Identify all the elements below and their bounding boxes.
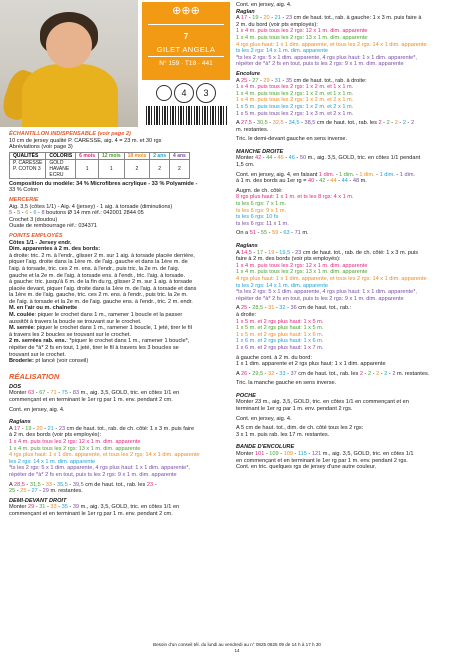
text-line: 1,5 cm. (236, 162, 255, 169)
text-line: 1 x 1 dim. apparente et 2 rgs plus haut: 1 x 1 dim. apparente (236, 361, 386, 368)
table-cell: GOLD HAVANE ECRU (46, 159, 76, 178)
text-line: ts les 6 rgs: 7 x 1 m. (236, 201, 287, 208)
text-line: Cont. en tric. quelques rgs de jersey d'une autre couleur. (236, 464, 377, 471)
table-header: 4 ans (170, 152, 190, 159)
text-line: 1 x 5 m. puis tous les 2 rgs: 1 x 3 m. et 2 x 1 m. (236, 110, 354, 117)
text-line: à droite: (236, 311, 257, 318)
text-line: Cont. en jersey, aig. 4, en faisant 1 dim. - 1 dim. - 1 dim. - 1 dim. - 1 dim. (236, 171, 416, 178)
text-line: 1 x 5 m. et 2 rgs plus haut: 1 x 6 m. (236, 331, 324, 338)
text-line: Monter 29 - 31 - 33 - 35 - 39 m., aig. 3,5, GOLD, tric. en côtes 1/1 en (9, 504, 180, 511)
text-line: 4 rgs plus haut: 1 x 1 dim. apparente, et tous les 2 rgs: 14 x 1 dim. apparente (9, 452, 200, 459)
text-line: à gauche cont. à 2 m. du bord: (236, 354, 312, 361)
text-line: A 28,5 - 31,5 - 33 - 35,5 - 39,5 cm de haut. tot., rab. les 23 - (9, 481, 157, 488)
text-line: Raglans (9, 419, 31, 426)
table-cell: 2 (124, 159, 150, 178)
text-line: Cont. en jersey, aig. 4. (9, 406, 65, 413)
text-line: 4 rgs plus haut: 1 x 1 dim. apparente, et tous les 2 rgs: 14 x 1 dim. apparente (236, 275, 427, 282)
text-line: 1 x 4 m. puis tous les 2 rgs: 12 x 1 m. dim. apparente (9, 438, 141, 445)
text-line: faire à 2 m. des bords (voir pts employés): (236, 256, 341, 263)
needle-size-a: 4 (174, 83, 194, 103)
text-line: 2 m. du bord (voir pts employés): (236, 21, 318, 28)
text-line: commençant et en terminant le 1er rg par 1 m. env. pendant 2 cm. (9, 397, 173, 403)
table-header: 2 ans (150, 152, 170, 159)
text-line: Cont. en jersey, aig. 4. (236, 415, 292, 422)
text-line: ÉCHANTILLON INDISPENSABLE (voir page 2) (9, 131, 131, 137)
text-line: commençant et en terminant le 1er rg par 1 m. env. pendant 2 cm. (9, 510, 173, 517)
text-line: Aig. 3,5 (côtes 1/1) - Aig. 4 (jersey) - 1 aig. à torsade (diminutions) (9, 203, 173, 210)
text-line: ts les 6 rgs: 9 x 1 m. (236, 207, 287, 214)
text-line: DEMI-DEVANT DROIT (9, 497, 67, 504)
text-line: la 1ère m. de l'aig. gauche, tric. ces 2 m. ens. à l'endr., puis tric. la 2e m. (9, 292, 188, 299)
text-line: Encolure (236, 70, 260, 77)
text-line: Raglan (236, 8, 255, 15)
model-photo (0, 0, 138, 127)
text-line: Augm. de ch. côté: (236, 187, 283, 194)
text-line: ts les 6 rgs: 10 fs (236, 214, 279, 221)
needle-size-b: 3 (196, 83, 216, 103)
text-line: répéter de *à* 2 fs en tout, puis ts les 2 rgs: 9 x 1 m. dim. apparente (9, 471, 177, 478)
text-line: M. coulée: piquer le crochet dans 1 m., ramener 1 boucle et la passer (9, 312, 183, 319)
needle-icon (156, 85, 172, 101)
pattern-card (142, 2, 230, 80)
text-line: MERCERIE (9, 196, 39, 203)
text-line: POCHE (236, 392, 256, 399)
text-line: Composition du modèle: 34 % Microfibres acrylique - 33 % Polyamide - (9, 180, 198, 187)
text-line: Broderie: pt lancé (voir conseil) (9, 358, 89, 365)
pattern-reference: N° 159 · T18 · 441 (159, 60, 213, 67)
text-line: A 17 - 19 - 20 - 21 - 23 cm de haut. tot., rab. à gauche: 1 x 3 m. puis faire à (236, 15, 422, 22)
text-line: 2 m. serrées rab. ens.: *piquer le crochet dans 1 m., ramener 1 boucle*, (9, 338, 190, 345)
text-line: Monter 101 - 109 - 109 - 115 - 121 m., aig. 3,5, GOLD, tric. en côtes 1/1 (236, 451, 414, 458)
text-line: 25 - 25 - 27 - 29 m. restantes. (9, 488, 83, 495)
text-line: terminant le 1er rg par 1 m. env. pendant 2 rgs. (236, 406, 353, 413)
table-header: 12 mois (99, 152, 125, 159)
text-line: A 27,5 - 30,5 - 32,5 - 34,5 - 38,5 cm de haut. tot., rab. les 2 - 2 - 2 - 2 - 2 (236, 120, 415, 127)
text-line: RÉALISATION (9, 371, 60, 381)
text-line: Abréviations (voir page 3) (9, 144, 73, 151)
text-line: m. restantes. (236, 126, 269, 133)
table-header: 18 mois (124, 152, 150, 159)
left-column (9, 131, 231, 518)
table-cell: 1 (76, 159, 99, 178)
text-line: les 2 rgs: 14 x 1 m. dim. apparente (9, 458, 96, 465)
text-line: 1 x 4 m. puis tous les 2 rgs: 13 x 1 m. dim. apparente (236, 269, 368, 276)
table-cell: 1 (99, 159, 125, 178)
text-line: Cont. en jersey, aig. 4. (236, 2, 292, 8)
text-line: 5 - 5 - 6 - 6 - 8 boutons Ø 14 mm réf.: 042001 2844 05 (9, 210, 144, 217)
text-line: M. serrée: piquer le crochet dans 1 m., ramener 1 boucle, 1 jeté, tirer le fil (9, 325, 192, 332)
text-line: MANCHE DROITE (236, 148, 284, 155)
text-line: trouvant sur le crochet. (9, 351, 66, 358)
text-line: ts les 2 rgs: 14 x 1 m. dim. apparente (236, 282, 329, 289)
table-header: QUALITÉS (10, 152, 46, 159)
text-line: Dim. apparentes à 2 m. des bords: (9, 246, 101, 253)
help-line: Besoin d'un conseil tél. du lundi au vendredi au n° 0825 0825 09 de 14 h à 17 h 30 (153, 642, 321, 647)
barcode (146, 106, 228, 125)
text-line: A 26 - 29,5 - 32 - 33 - 37 cm de haut. tot., rab. les 2 - 2 - 2 - 2 - 2 m. restantes. (236, 370, 430, 377)
text-line: Ouate de rembourrage réf.: 034371 (9, 223, 98, 230)
text-line: Raglans (236, 243, 258, 249)
text-line: Monter 63 - 67 - 71 - 75 - 83 m., aig. 3,5, GOLD, tric. en côtes 1/1 en (9, 390, 180, 397)
text-line: Tric. le demi-devant gauche en sens inverse. (236, 136, 348, 143)
text-line: en commençant et en terminant le 1er rg par 1 m. env. pendant 2 rgs. (236, 457, 408, 464)
text-line: Crochet 3 (doudou) (9, 216, 58, 223)
text-line: à 1 m. des bords au 1er rg = 40 - 42 - 44 - 44 - 48 m. (236, 178, 367, 185)
right-column (236, 2, 468, 471)
text-line: On a 51 - 55 - 59 - 63 - 71 m. (236, 230, 309, 237)
needle-sizes (156, 82, 216, 102)
text-line: Monter 23 m., aig. 3,5, GOLD, tric. en côtes 1/1 en commençant et en (236, 399, 409, 406)
text-line: 1 x 5 m. et 2 rgs plus haut: 1 x 5 m. (236, 318, 324, 325)
table-cell: P. CARESSE P. COTON 3 (10, 159, 46, 178)
text-line: 1 x 4 m. puis tous les 2 rgs: 12 x 1 m. dim. apparente (236, 262, 368, 269)
text-line: ts les 2 rgs: 14 x 1 m. dim. apparente (236, 48, 329, 55)
text-line: placée devant, piquer l'aig. droite dans la 1ère m. de l'aig. à torsade et dans (9, 285, 197, 292)
text-line: 1 x 6 m. et 2 rgs plus haut: 1 x 7 m. (236, 344, 324, 351)
text-line: A 5 cm de haut. tot., dim. de ch. côté tous les 2 rgs: (236, 425, 364, 432)
text-line: Monter 42 - 44 - 46 - 46 - 50 m., aig. 3,5, GOLD, tric. en côtes 1/1 pendant (236, 155, 421, 162)
text-line: A 14,5 - 17 - 19 - 19,5 - 23 cm de haut. tot., rab. de ch. côté: 1 x 3 m. puis (236, 249, 419, 256)
text-line: POINTS EMPLOYÉS (9, 232, 63, 239)
pattern-title: GILET ANGELA (156, 45, 216, 54)
text-line: 4 rgs plus haut: 1 x 1 dim. apparente, et tous les 2 rgs: 14 x 1 dim. apparente (236, 41, 427, 48)
text-line: A 25 - 28,5 - 31 - 32 - 36 cm de haut. tot., rab.: (236, 305, 352, 312)
text-line: 1 x 4 m. puis tous les 2 rgs: 12 x 1 m. dim. apparente (236, 28, 368, 35)
table-cell: 2 (150, 159, 170, 178)
yarn-balls-icon: ⊕⊕⊕ (172, 5, 200, 17)
text-line: aussitôt à travers la boucle se trouvant sur le crochet. (9, 318, 142, 325)
text-line: 3 x 1 m. puis rab. les 17 m. restantes. (236, 431, 330, 438)
text-line: 1 x 4 m. puis tous les 2 rgs: 1 x 2 m. et 2 x 1 m. (236, 97, 354, 104)
text-line: gauche et la 2e m. de l'aig. à torsade ens. à l'endr., tric. l'aig. à torsade. (9, 272, 186, 279)
text-line: à 2 m. des bords (voir pts employés): (9, 432, 102, 439)
text-line: BANDE D'ENCOLURE (236, 444, 295, 451)
table-header: COLORIS (46, 152, 76, 159)
text-line: 1 x 4 m. puis tous les 2 rgs: 13 x 1 m. dim. apparente (9, 445, 141, 452)
text-line: 1 x 4 m. puis tous les 2 rgs: 1 x 2 m. et 1 x 1 m. (236, 90, 354, 97)
table-header: 6 mois (76, 152, 99, 159)
text-line: piquer l'aig. droite dans la 1ère m. de l'aig. gauche et dans la 1ère m. de (9, 259, 188, 266)
footer (0, 642, 474, 654)
text-line: A 17 - 19 - 20 - 21 - 23 cm de haut. tot., rab. de ch. côté: 1 x 3 m. puis faire (9, 425, 195, 432)
text-line: à droite: tric. 2 m. à l'endr., glisser 2 m. sur 1 aig. à torsade placée derrière, (9, 252, 195, 259)
text-line: *ts les 2 rgs: 5 x 1 dim. apparente, 4 rgs plus haut: 1 x 1 dim. apparente*, (236, 289, 417, 296)
text-line: répéter de *à* 2 fs en tout, puis ts les 2 rgs: 9 x 1 m. dim. apparente (236, 61, 404, 68)
text-line: M. en l'air ou m. chaînette (9, 305, 78, 312)
pattern-number: 7 (183, 32, 189, 41)
text-line: répéter de *à* 2 fs en tout, puis ts les 2 rgs: 9 x 1 m. dim. apparente (236, 295, 404, 302)
text-line: Tric. la manche gauche en sens inverse. (236, 380, 337, 387)
text-line: 1 x 5 m. et 2 rgs plus haut: 1 x 5 m. (236, 325, 324, 332)
text-line: DOS (9, 383, 22, 390)
text-line: 1 x 6 m. et 2 rgs plus haut: 1 x 6 m. (236, 338, 324, 345)
text-line: de l'aig. à torsade et la 2e m. de l'aig. gauche ens. à l'endr., tric. 2 m. endr. (9, 298, 193, 305)
text-line: 1 x 5 m. puis tous les 2 rgs: 1 x 2 m. et 2 x 1 m. (236, 103, 354, 110)
page-number: 14 (234, 648, 240, 653)
quantities-table (9, 152, 190, 179)
text-line: l'aig. à torsade, tric. ces 2 m. ens. à l'endr., puis tric. la 2e m. de l'aig. (9, 265, 180, 272)
text-line: *ts les 2 rgs: 5 x 1 dim. apparente, 4 rgs plus haut: 1 x 1 dim. apparente*, (236, 54, 417, 61)
text-line: à gauche: tric. jusqu'à 6 m. de la fin du rg, glisser 2 m. sur 1 aig. à torsade (9, 279, 193, 286)
text-line: répéter de *à* 2 fs en tout, 1 jeté, tirer le fil à travers les 3 boucles se (9, 345, 179, 352)
text-line: à travers les 2 boucles se trouvant sur le crochet. (9, 331, 131, 338)
text-line: 1 x 4 m. puis tous les 2 rgs: 1 x 2 m. et 1 x 1 m. (236, 84, 354, 91)
text-line: 1 x 4 m. puis tous les 2 rgs: 13 x 1 m. dim. apparente (236, 34, 368, 41)
text-line: 33 % Coton (9, 187, 39, 194)
text-line: *ts les 2 rgs: 5 x 1 dim. apparente, 4 rgs plus haut: 1 x 1 dim. apparente*, (9, 465, 190, 472)
table-cell: 2 (170, 159, 190, 178)
text-line: Côtes 1/1 - Jersey endr. (9, 239, 72, 246)
text-line: A 25 - 27 - 29 - 31 - 35 cm de haut. tot., rab. à droite: (236, 77, 367, 84)
text-line: 8 rgs plus haut: 1 x 1 m. et ts les 8 rgs: 4 x 1 m. (236, 194, 354, 201)
text-line: ts les 6 rgs: 11 x 1 m. (236, 220, 289, 227)
text-line: 10 cm de jersey qualité P. CARESSE, aig. 4 = 23 m. et 30 rgs (9, 137, 162, 144)
